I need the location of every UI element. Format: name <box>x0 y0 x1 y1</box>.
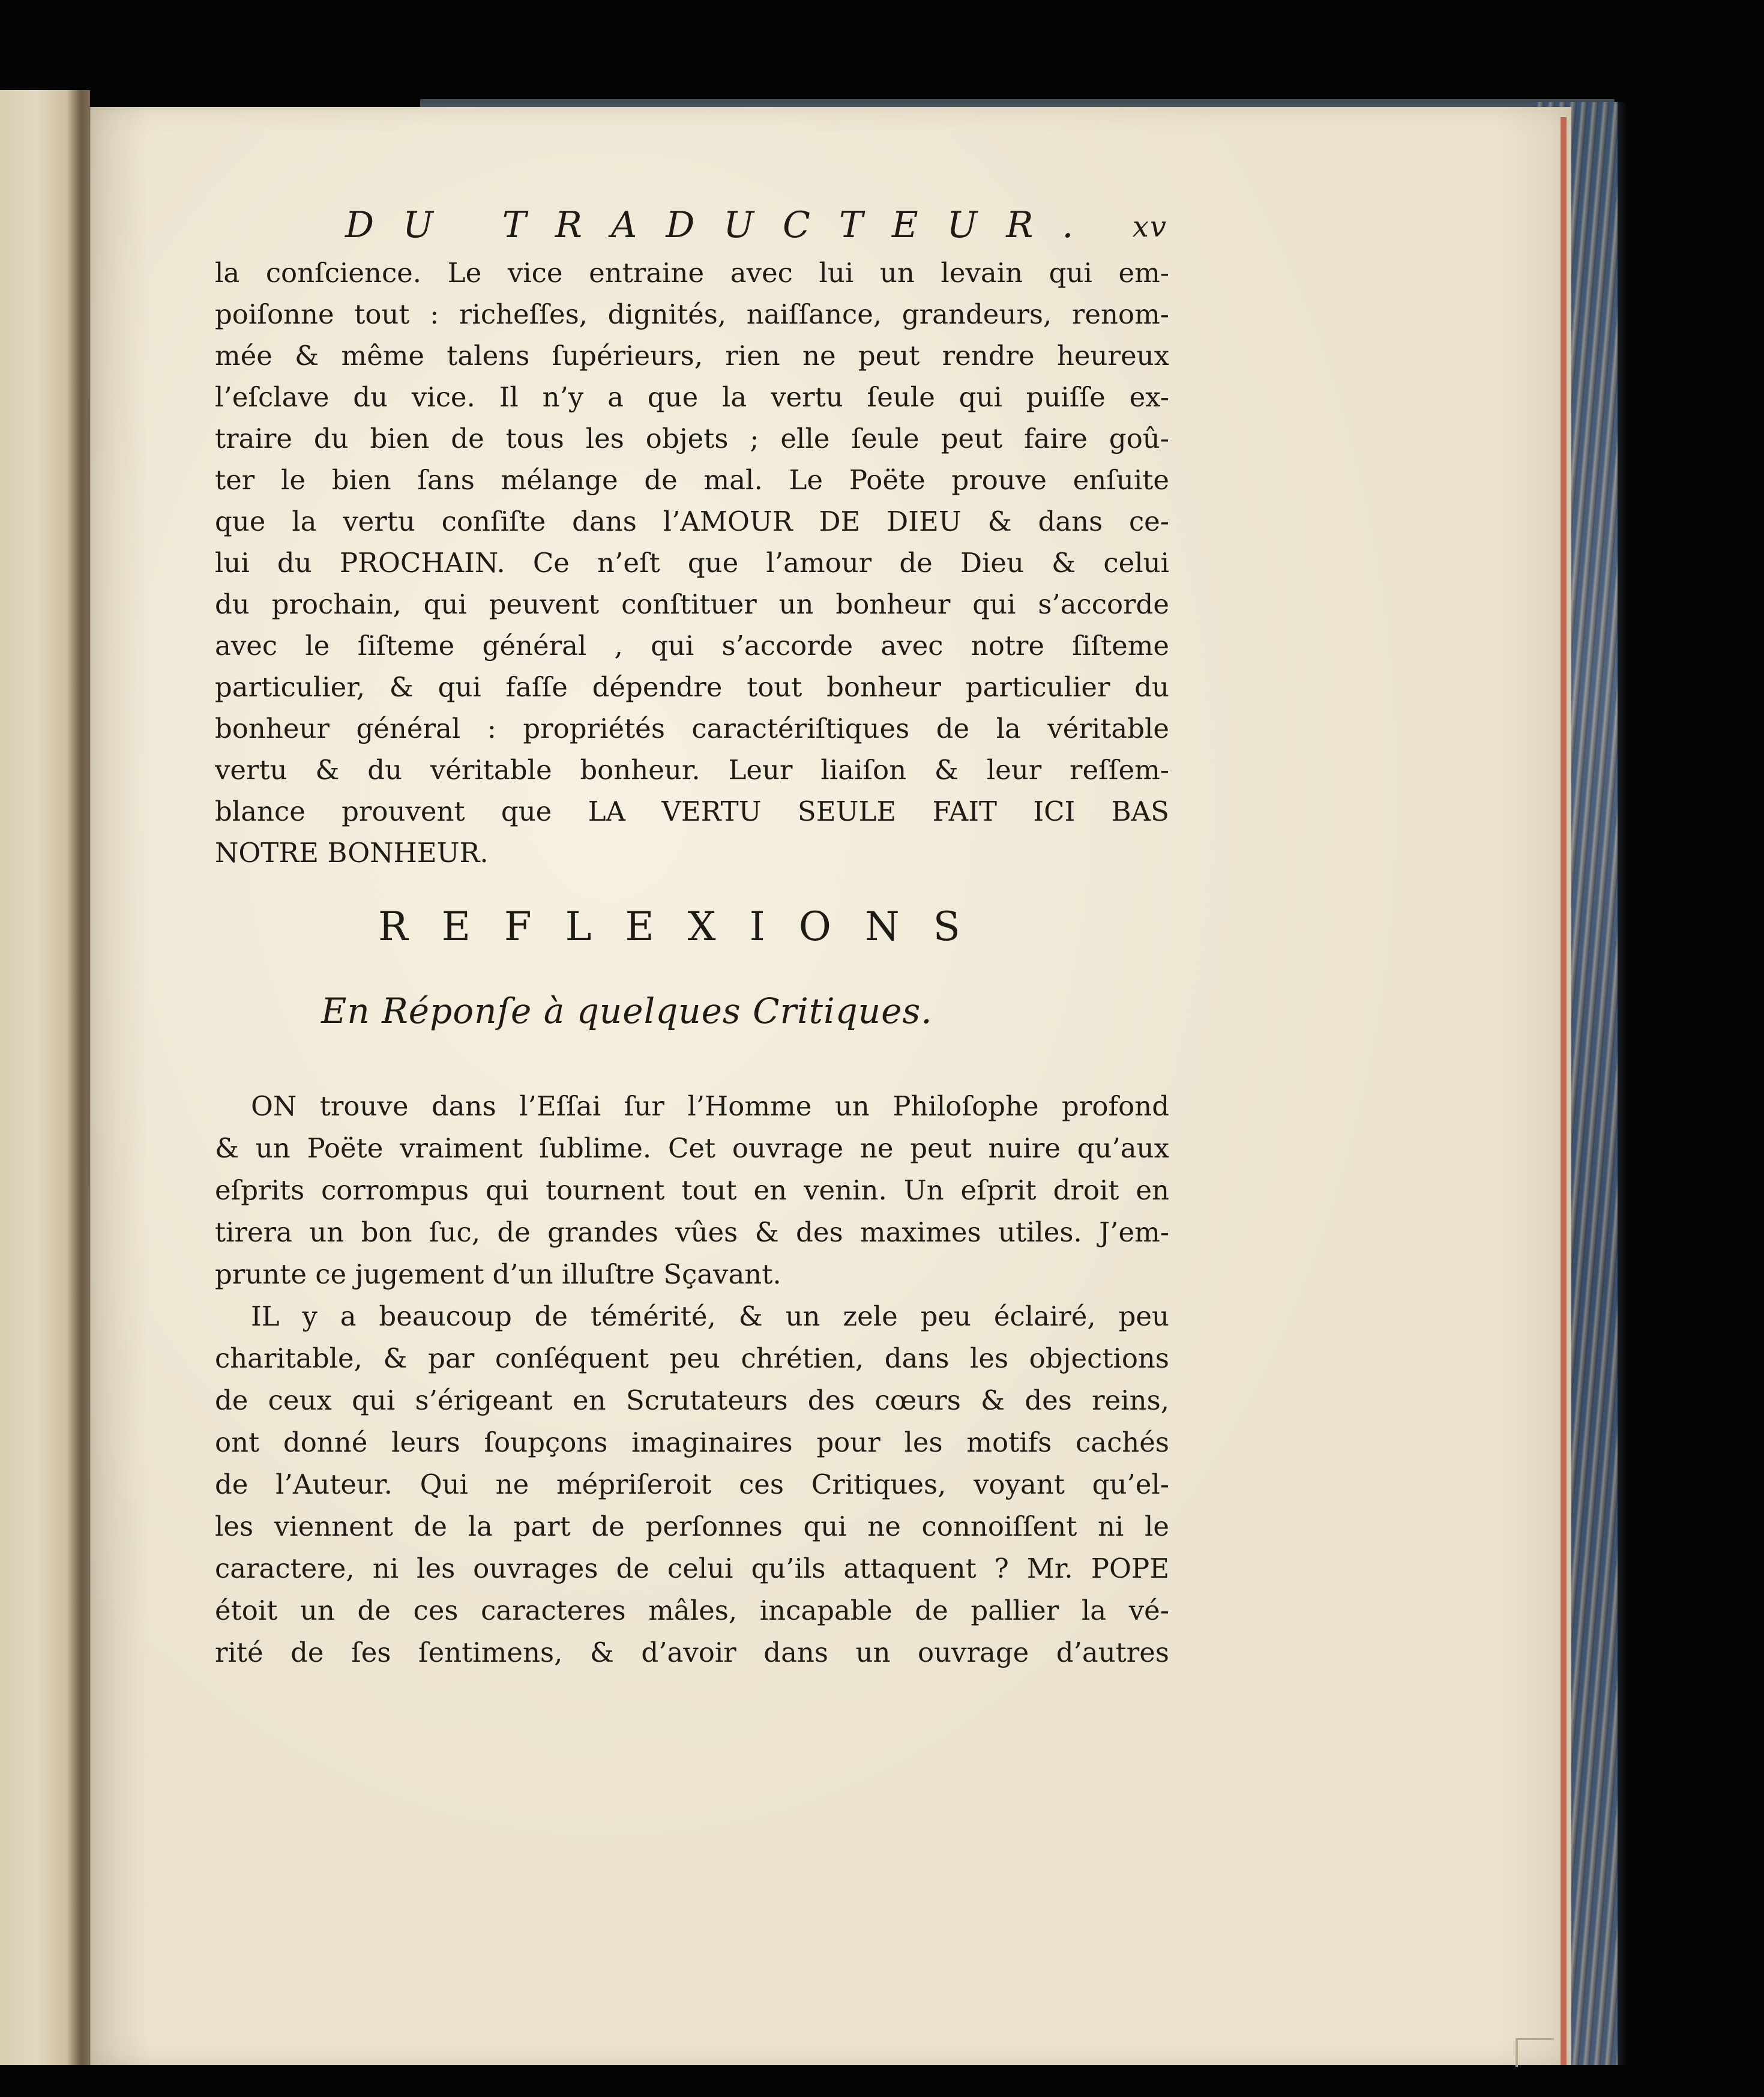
text-line: poiſonne tout : richeſſes, dignités, naiſſance, grandeurs, renom- <box>215 298 1169 330</box>
text-line: l’eſclave du vice. Il n’y a que la vertu ſeule qui puiſſe ex- <box>215 381 1169 413</box>
running-head-title: DU TRADUCTEUR. <box>345 204 1103 246</box>
text-line: de ceux qui s’érigeant en Scrutateurs des cœurs & des reins, <box>215 1384 1169 1416</box>
text-line: vertu & du véritable bonheur. Leur liaiſon & leur reſſem- <box>215 754 1169 786</box>
red-page-edge <box>1561 117 1567 2065</box>
text-line: IL y a beaucoup de témérité, & un zele peu éclairé, peu <box>251 1300 1169 1332</box>
text-line: avec le ſiſteme général , qui s’accorde avec notre ſiſteme <box>215 630 1169 662</box>
gutter-shadow <box>67 90 91 2065</box>
text-line: bonheur général : propriétés caractériſtiques de la véritable <box>215 713 1169 744</box>
text-line: que la vertu conſiſte dans l’AMOUR DE DIEU & dans ce- <box>215 505 1169 537</box>
text-line: ont donné leurs ſoupçons imaginaires pour les motifs cachés <box>215 1426 1169 1458</box>
running-head <box>345 204 1167 258</box>
section-heading: REFLEXIONS <box>378 904 994 950</box>
text-line: tirera un bon ſuc, de grandes vûes & des maximes utiles. J’em- <box>215 1216 1169 1248</box>
text-line: lui du PROCHAIN. Ce n’eſt que l’amour de Dieu & celui <box>215 547 1169 579</box>
paragraph-2-and-3 <box>215 1085 1169 1674</box>
text-line: eſprits corrompus qui tournent tout en venin. Un eſprit droit en <box>215 1174 1169 1206</box>
text-line: ON trouve dans l’Eſſai ſur l’Homme un Philoſophe profond <box>251 1090 1169 1122</box>
text-line: de l’Auteur. Qui ne mépriſeroit ces Critiques, voyant qu’el- <box>215 1468 1169 1500</box>
text-line: prunte ce jugement d’un illuſtre Sçavant. <box>215 1258 781 1290</box>
text-line: étoit un de ces caracteres mâles, incapable de pallier la vé- <box>215 1595 1169 1626</box>
text-line: & un Poëte vraiment ſublime. Cet ouvrage ne peut nuire qu’aux <box>215 1132 1169 1164</box>
text-line: du prochain, qui peuvent conſtituer un bonheur qui s’accorde <box>215 588 1169 620</box>
text-line: caractere, ni les ouvrages de celui qu’ils attaquent ? Mr. POPE <box>215 1552 1169 1584</box>
text-line: particulier, & qui faſſe dépendre tout bonheur particulier du <box>215 671 1169 703</box>
text-line: ter le bien ſans mélange de mal. Le Poëte prouve enſuite <box>215 464 1169 496</box>
page-number: xv <box>1132 210 1167 244</box>
text-line: les viennent de la part de perſonnes qui ne connoiſſent ni le <box>215 1510 1169 1542</box>
text-line: blance prouvent que LA VERTU SEULE FAIT ICI BAS <box>215 795 1169 827</box>
paragraph-1 <box>215 252 1169 873</box>
section-subheading: En Réponſe à quelques Critiques. <box>321 991 933 1031</box>
text-line: traire du bien de tous les objets ; elle ſeule peut faire goû- <box>215 423 1169 454</box>
text-line: la conſcience. Le vice entraine avec lui un levain qui em- <box>215 257 1169 289</box>
page-corner <box>1516 2038 1554 2067</box>
text-line: rité de ſes ſentimens, & d’avoir dans un ouvrage d’autres <box>215 1637 1169 1668</box>
text-line: charitable, & par conſéquent peu chrétien, dans les objections <box>215 1342 1169 1374</box>
text-line: mée & même talens ſupérieurs, rien ne peut rendre heureux <box>215 340 1169 372</box>
text-line: NOTRE BONHEUR. <box>215 837 489 869</box>
